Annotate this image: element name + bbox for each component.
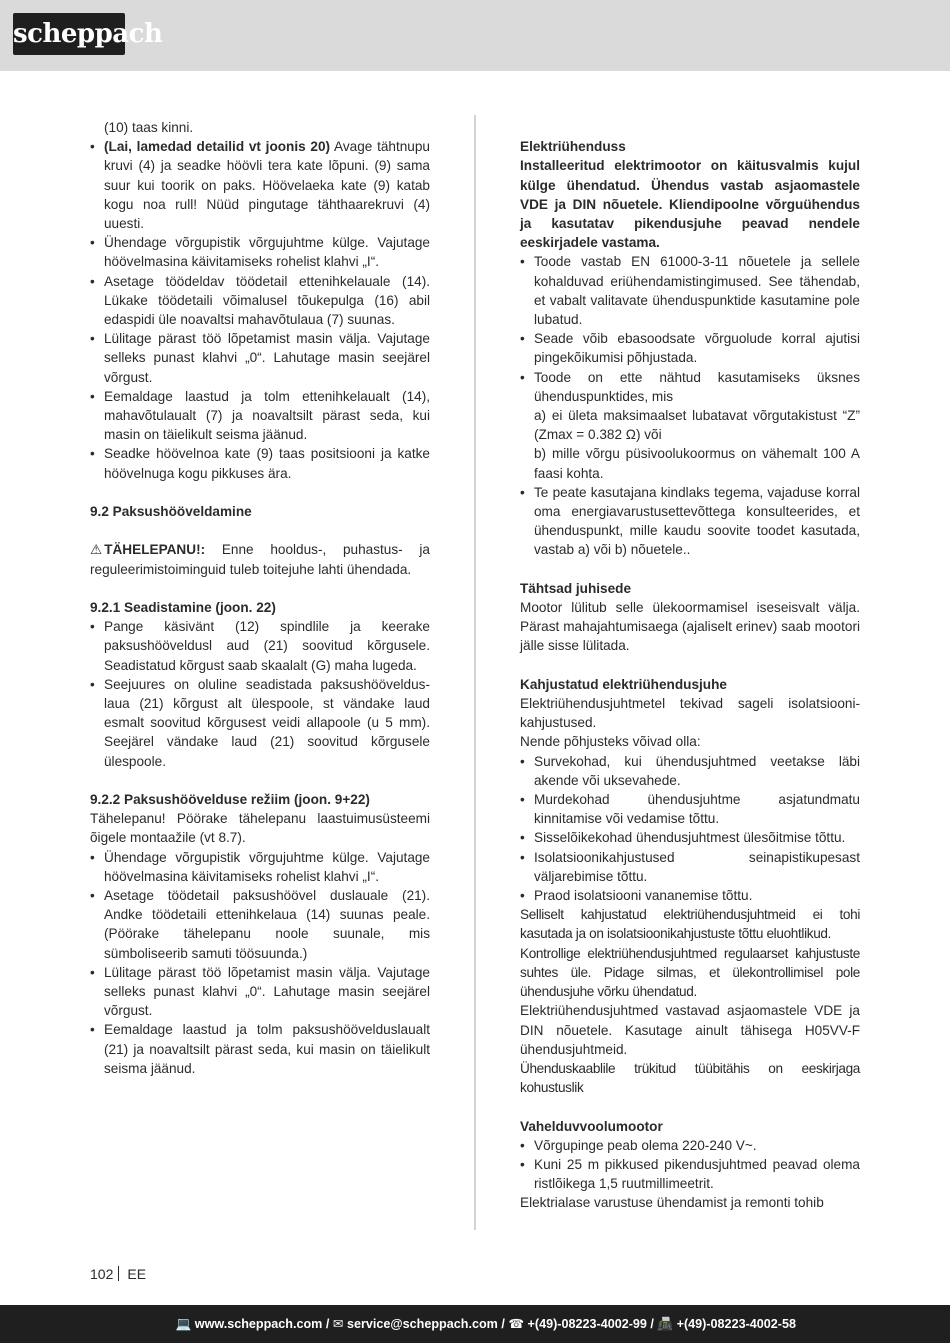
section-heading-important: Tähtsad juhisede <box>520 580 632 596</box>
damage-causes-list <box>520 752 860 906</box>
list-item: • Toode vastab EN 61000-3-11 nõuetele ja sellele kohalduvad eriühendamistingimused. See tähendab, et vabalt valitavate ühenduspunktide kasutamine pole lubatud. <box>520 252 860 329</box>
list-item: • Ühendage võrgupistik võrgujuhtme külge. Vajutage höövelmasina käivitamiseks rohelist klahvi „I“. <box>90 848 430 886</box>
page-number-separator <box>118 1266 119 1281</box>
electrical-intro-bold: Installeeritud elektrimootor on käitusvalmis kujul külge ühendatud. Ühendus vastab asjaomastele VDE ja DIN nõuetele. Kliendipoolne võrguühendus ja kasutatav pikendusjuhe peavad nendele eeskirjadele vastama. <box>520 158 860 251</box>
list-item: • Kuni 25 m pikkused pikendusjuhtmed peavad olema ristlõikega 1,5 ruutmillimeetrit. <box>520 1155 860 1193</box>
language-code: EE <box>127 1266 147 1282</box>
list-item: • Isolatsioonikahjustused seinapistikupesast väljarebimise tõttu. <box>520 848 860 886</box>
section-heading-9-2: 9.2 Paksushööveldamine <box>90 504 252 520</box>
section-paragraph: Mootor lülitub selle ülekoormamisel iseseisvalt välja. Pärast mahajahtumisaega (ajaliselt erinev) saab mootori jälle sisse lülitada. <box>520 600 860 654</box>
list-item: • Lülitage pärast töö lõpetamist masin välja. Vajutage selleks punast klahvi „0“. Lahutage masin seejärel võrgust. <box>90 963 430 1021</box>
list-item: • Pange käsivänt (12) spindlile ja keerake paksushööveldusl aud (21) soovitud kõrgusele. Seadistatud kõrgust saab skaalalt (G) maha lugeda. <box>90 617 430 675</box>
section-paragraph: Elektriühendusjuhtmetel tekivad sageli isolatsioonikahjustused. <box>520 696 860 731</box>
warning-icon: ⚠ <box>90 542 103 558</box>
electrical-list <box>520 252 860 559</box>
section-heading-9-2-1: 9.2.1 Seadistamine (joon. 22) <box>90 600 276 616</box>
list-item: • Seejuures on oluline seadistada paksushöövelduslaua (21) kõrgust alt ülespoole, st vändake laud esmalt soovitud kõrgusest veidi allapoole (u 5 mm). Seejärel vändake laud (21) soovitud kõrgusele ülespoole. <box>90 675 430 771</box>
column-divider <box>474 115 476 1230</box>
list-item-sub: a) ei ületa maksimaalset lubatavat võrgutakistust “Z” (Zmax = 0.382 Ω) või <box>534 408 860 443</box>
list-item: • Asetage töödetail paksushöövel duslauale (21). Andke töödetaili ettenihkelaua (14) suunas peale. (Pöörake tähelepanu noole suunale, mis sümboliseerib samuti töösuunda.) <box>90 886 430 963</box>
website-link[interactable]: www.scheppach.com <box>194 1317 323 1331</box>
section-paragraph: Nende põhjusteks võivad olla: <box>520 734 701 750</box>
footer-contacts: 💻 www.scheppach.com / ✉ service@scheppach.com / ☎ +(49)-08223-4002-99 / 📠 +(49)-08223-4002-58 <box>175 1317 796 1331</box>
list-item: • Murdekohad ühendusjuhtme asjatundmatu kinnitamise või vedamise tõttu. <box>520 790 860 828</box>
email-link[interactable]: service@scheppach.com <box>346 1317 498 1331</box>
left-column <box>90 118 430 1078</box>
list-item: • Ühendage võrgupistik võrgujuhtme külge. Vajutage höövelmasina käivitamiseks rohelist klahvi „I“. <box>90 233 430 271</box>
list-item: • Te peate kasutajana kindlaks tegema, vajaduse korral oma energiavarustusettevõttega konsulteerides, et ühenduspunkt, mille kaudu soovite toodet kasutada, vastab a) või b) nõuetele.. <box>520 483 860 560</box>
page-number-block <box>90 1265 146 1283</box>
warning-text: Enne hooldus-, puhastus- ja reguleerimistoiminguid tuleb toitejuhe lahti ühendada. <box>90 542 430 577</box>
ac-motor-list <box>520 1136 860 1194</box>
right-column <box>520 118 860 1213</box>
mail-icon: ✉ <box>332 1317 344 1331</box>
warning-paragraph <box>90 540 430 578</box>
list-item-sub: b) mille võrgu püsivoolukoormus on vähemalt 100 A faasi kohta. <box>534 446 860 481</box>
phone-number[interactable]: +(49)-08223-4002-99 <box>527 1317 647 1331</box>
list-item: • Võrgupinge peab olema 220-240 V~. <box>520 1136 860 1155</box>
list-item-text: Avage tähtnupu kruvi (4) ja seadke höövli tera kate lõpuni. (9) sama suur kui toorik on paks. Höövelaeka kate (9) katab kogu noa rull! Nüüd pingutage tähthaarekruvi (4) uuesti. <box>104 139 430 232</box>
footer-band <box>0 1305 950 1343</box>
list-item <box>90 137 430 233</box>
list-item: • Sisselõikekohad ühendusjuhtmest ülesõitmise tõttu. <box>520 828 860 847</box>
laptop-icon: 💻 <box>175 1317 192 1331</box>
section-paragraph: Elektrialase varustuse ühendamist ja remonti tohib <box>520 1195 824 1211</box>
list-item: • Asetage töödeldav töödetail ettenihkelauale (14). Lükake töödetaili võimalusel tõukepulga (16) abil edaspidi üle noavaltsi mahavõtulaua (7) suunas. <box>90 272 430 330</box>
list-item <box>520 368 860 483</box>
list-item-lead: (Lai, lamedad detailid vt joonis 20) <box>104 139 331 155</box>
intro-line: (10) taas kinni. <box>104 120 194 135</box>
list-item: • Lülitage pärast töö lõpetamist masin välja. Vajutage selleks punast klahvi „0“. Lahutage masin seejärel võrgust. <box>90 329 430 387</box>
section-heading-ac-motor: Vahelduvvoolumootor <box>520 1118 663 1134</box>
adjust-steps-list <box>90 617 430 771</box>
section-paragraph: Ühenduskaablile trükitud tüübitähis on eeskirjaga kohustuslik <box>520 1060 860 1096</box>
scheppach-logo: scheppach <box>13 13 125 55</box>
list-item: • Praod isolatsiooni vananemise tõttu. <box>520 886 860 905</box>
list-item: • Eemaldage laastud ja tolm paksushöövelduslaualt (21) ja noavaltsilt pärast seda, kui masin on täielikult seisma jäänud. <box>90 1020 430 1078</box>
fax-number: +(49)-08223-4002-58 <box>676 1317 796 1331</box>
section-paragraph: Kontrollige elektriühendusjuhtmed regulaarset kahjustuste suhtes üle. Pidage silmas, et ülekontrollimisel pole ühendusjuhe võrku ühendatud. <box>520 945 860 1000</box>
thickness-steps-list <box>90 848 430 1078</box>
planing-steps-list <box>90 137 430 483</box>
list-item: • Seade võib ebasoodsate võrguolude korral ajutisi pingekõikumisi põhjustada. <box>520 329 860 367</box>
page-number: 102 <box>90 1266 114 1282</box>
fax-icon: 📠 <box>657 1317 674 1331</box>
list-item-text: • Toode on ette nähtud kasutamiseks üksnes ühenduspunktides, mis <box>534 369 860 404</box>
list-item: • Seadke höövelnoa kate (9) taas positsiooni ja katke höövelnuga kogu pikkuses ära. <box>90 444 430 482</box>
list-item: • Survekohad, kui ühendusjuhtmed veetakse läbi akende või uksevahede. <box>520 752 860 790</box>
header-band <box>0 0 950 71</box>
section-heading-9-2-2: 9.2.2 Paksushöövelduse režiim (joon. 9+22) <box>90 792 370 808</box>
section-paragraph: Tähelepanu! Pöörake tähelepanu laastuimusüsteemi õigele montaažile (vt 8.7). <box>90 811 430 846</box>
section-heading-electrical: Elektriühenduss <box>520 139 626 155</box>
section-heading-damaged-cable: Kahjustatud elektriühendusjuhe <box>520 676 727 692</box>
warning-label: TÄHELEPANU!: <box>104 542 206 558</box>
phone-icon: ☎ <box>508 1317 525 1331</box>
list-item: • Eemaldage laastud ja tolm ettenihkelaualt (14), mahavõtulaualt (7) ja noavaltsilt pärast seda, kui masin on täielikult seisma jäänud. <box>90 387 430 445</box>
section-paragraph: Elektriühendusjuhtmed vastavad asjaomastele VDE ja DIN nõuetele. Kasutage ainult tähisega H05VV-F ühendusjuhtmeid. <box>520 1003 860 1057</box>
section-paragraph: Selliselt kahjustatud elektriühendusjuhtmeid ei tohi kasutada ja on isolatsioonikahjustuste tõttu eluohtlikud. <box>520 907 860 942</box>
